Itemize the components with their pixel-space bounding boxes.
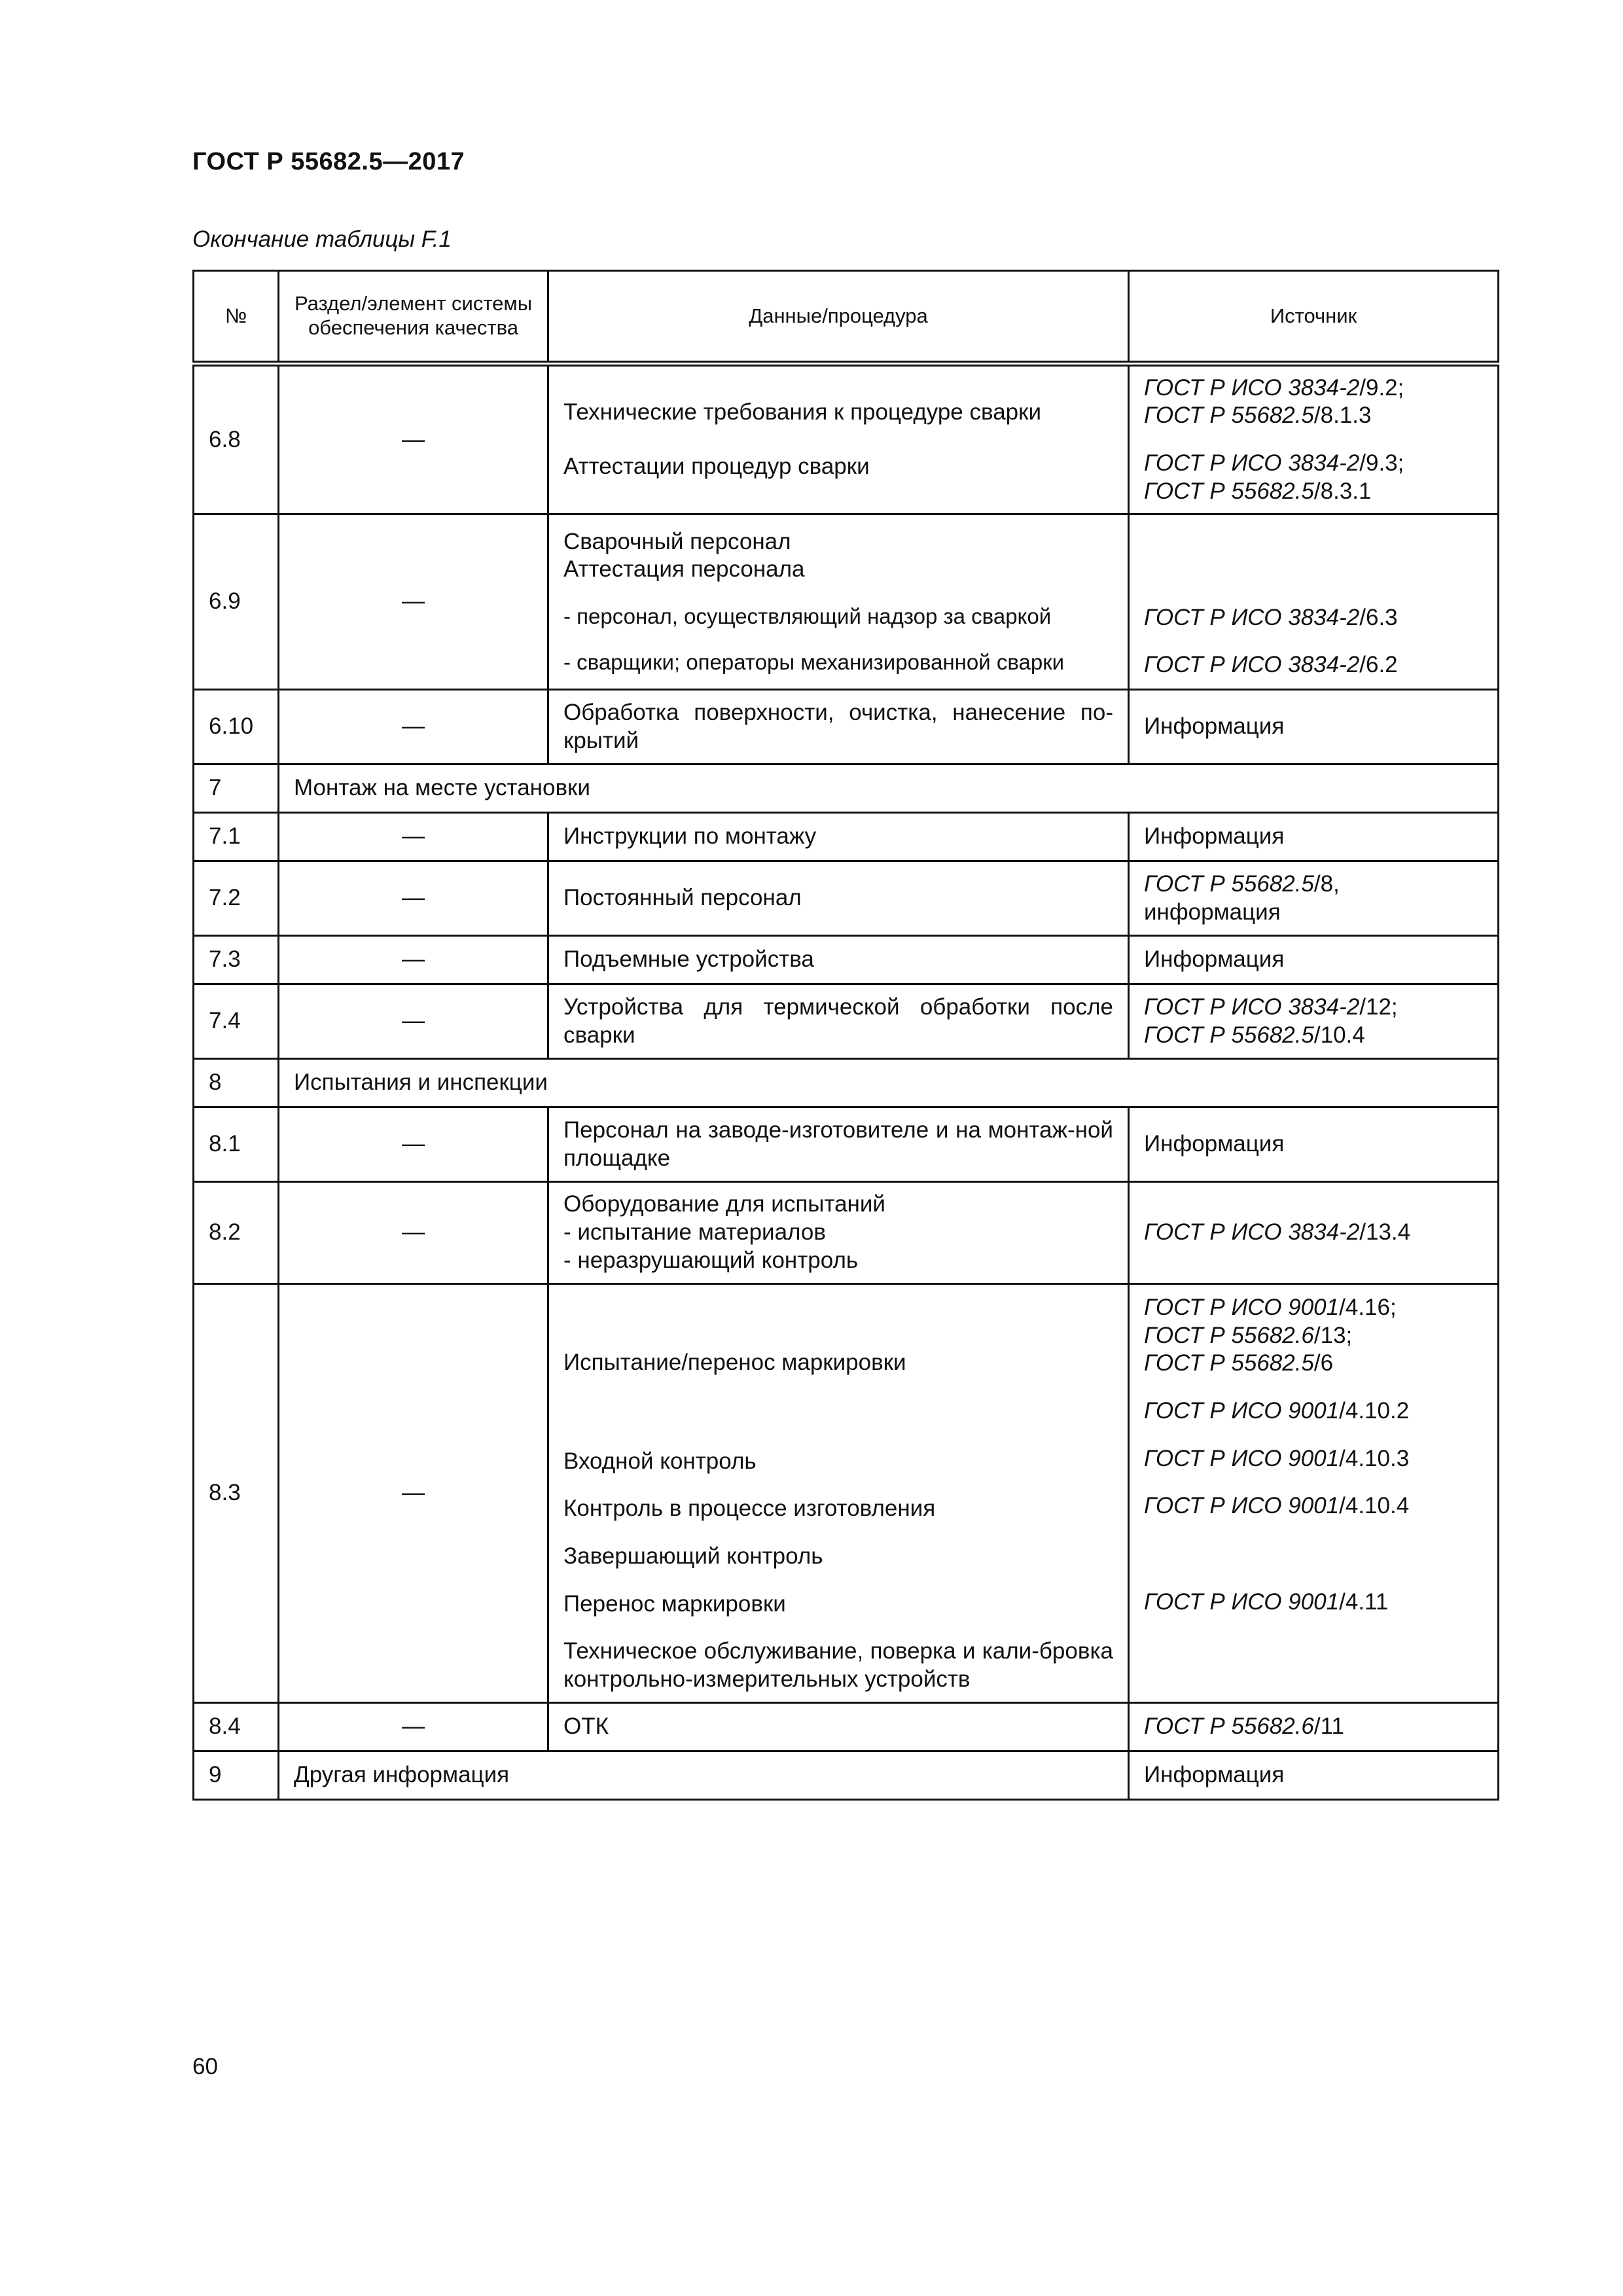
source-sec: /4.16; bbox=[1339, 1295, 1397, 1320]
row-procedure bbox=[548, 514, 1129, 690]
row-procedure bbox=[548, 364, 1129, 514]
source-sec: /4.10.3 bbox=[1339, 1445, 1410, 1471]
source-sec: /8, bbox=[1313, 870, 1340, 897]
row-procedure: Обработка поверхности, очистка, нанесение по-крытий bbox=[548, 690, 1129, 764]
source-sec: /8.1.3 bbox=[1313, 403, 1372, 429]
table-row bbox=[194, 690, 1499, 764]
section-title: Другая информация bbox=[279, 1751, 1129, 1800]
row-source bbox=[1129, 364, 1499, 514]
table-row bbox=[194, 514, 1499, 690]
source-sec: /13.4 bbox=[1359, 1219, 1411, 1246]
table-row bbox=[194, 1284, 1499, 1703]
table-caption: Окончание таблицы F.1 bbox=[192, 226, 452, 252]
procedure-line: - испытание материалов bbox=[563, 1219, 826, 1246]
procedure-line: Перенос маркировки bbox=[563, 1590, 786, 1617]
source-sec: /6.2 bbox=[1359, 652, 1398, 678]
table-section-row bbox=[194, 1751, 1499, 1800]
source-sec: /4.10.4 bbox=[1339, 1493, 1410, 1519]
table-section-row bbox=[194, 1059, 1499, 1107]
row-source bbox=[1129, 984, 1499, 1059]
row-source bbox=[1129, 1182, 1499, 1284]
source-ref bbox=[1144, 1219, 1483, 1247]
source-ref bbox=[1144, 478, 1483, 506]
row-procedure: Инструкции по монтажу bbox=[548, 813, 1129, 861]
source-doc: ГОСТ Р 55682.5 bbox=[1144, 870, 1314, 897]
source-sec: /6.3 bbox=[1359, 604, 1398, 630]
row-number: 7.4 bbox=[194, 984, 279, 1059]
source-sec: /12; bbox=[1359, 994, 1398, 1020]
table-row bbox=[194, 813, 1499, 861]
source-doc: ГОСТ Р 55682.6 bbox=[1144, 1713, 1314, 1740]
source-doc: ГОСТ Р 55682.5 bbox=[1144, 1022, 1314, 1048]
source-ref bbox=[1144, 1588, 1483, 1617]
procedure-line: Аттестация персонала bbox=[563, 556, 805, 583]
procedure-line: Сварочный персонал bbox=[563, 528, 791, 554]
source-doc: ГОСТ Р ИСО 3834-2 bbox=[1144, 450, 1360, 476]
source-sec: /8.3.1 bbox=[1313, 478, 1372, 504]
source-ref bbox=[1144, 870, 1483, 899]
source-ref bbox=[1144, 1294, 1483, 1322]
row-element: — bbox=[279, 1703, 548, 1751]
source-ref bbox=[1144, 1350, 1483, 1378]
page-number: 60 bbox=[192, 2054, 218, 2079]
source-ref bbox=[1144, 374, 1483, 403]
source-ref bbox=[1144, 1322, 1483, 1350]
source-doc: ГОСТ Р 55682.5 bbox=[1144, 403, 1314, 429]
source-ref bbox=[1144, 450, 1483, 478]
row-element: — bbox=[279, 1284, 548, 1703]
table-row bbox=[194, 984, 1499, 1059]
procedure-line: - персонал, осуществляющий надзор за сваркой bbox=[563, 603, 1052, 628]
row-element: — bbox=[279, 690, 548, 764]
source-ref bbox=[1144, 402, 1483, 430]
row-source: Информация bbox=[1129, 1107, 1499, 1182]
row-element: — bbox=[279, 514, 548, 690]
row-number: 8.3 bbox=[194, 1284, 279, 1703]
source-sec: /11 bbox=[1313, 1713, 1344, 1740]
row-number: 7 bbox=[194, 764, 279, 813]
row-source: Информация bbox=[1129, 813, 1499, 861]
source-sec: /9.3; bbox=[1359, 450, 1404, 476]
source-ref bbox=[1144, 651, 1483, 679]
row-source bbox=[1129, 514, 1499, 690]
source-doc: ГОСТ Р ИСО 3834-2 bbox=[1144, 374, 1360, 401]
col-header-element: Раздел/элемент системы обеспечения качества bbox=[279, 271, 548, 364]
row-number: 6.10 bbox=[194, 690, 279, 764]
procedure-line: Техническое обслуживание, поверка и кали-бровка контрольно-измерительных устройств bbox=[563, 1638, 1113, 1693]
procedure-line: Испытание/перенос маркировки bbox=[563, 1350, 906, 1375]
row-number: 8.4 bbox=[194, 1703, 279, 1751]
source-sec: /9.2; bbox=[1359, 374, 1404, 401]
row-number: 9 bbox=[194, 1751, 279, 1800]
row-element: — bbox=[279, 1182, 548, 1284]
row-procedure bbox=[548, 1182, 1129, 1284]
row-element: — bbox=[279, 984, 548, 1059]
row-element: — bbox=[279, 1107, 548, 1182]
source-doc: ГОСТ Р ИСО 3834-2 bbox=[1144, 994, 1360, 1020]
row-source: Информация bbox=[1129, 690, 1499, 764]
row-element: — bbox=[279, 936, 548, 984]
row-number: 6.8 bbox=[194, 364, 279, 514]
table-row bbox=[194, 1107, 1499, 1182]
row-number: 7.1 bbox=[194, 813, 279, 861]
col-header-procedure: Данные/процедура bbox=[548, 271, 1129, 364]
source-doc: ГОСТ Р ИСО 9001 bbox=[1144, 1295, 1340, 1320]
table-row bbox=[194, 936, 1499, 984]
source-doc: ГОСТ Р 55682.5 bbox=[1144, 1350, 1314, 1376]
source-ref bbox=[1144, 1492, 1483, 1520]
procedure-line: Завершающий контроль bbox=[563, 1543, 823, 1570]
table-row bbox=[194, 364, 1499, 514]
row-number: 6.9 bbox=[194, 514, 279, 690]
row-procedure: Подъемные устройства bbox=[548, 936, 1129, 984]
source-doc: ГОСТ Р ИСО 9001 bbox=[1144, 1493, 1340, 1519]
row-element: — bbox=[279, 364, 548, 514]
source-doc: ГОСТ Р ИСО 3834-2 bbox=[1144, 652, 1360, 678]
source-ref bbox=[1144, 994, 1483, 1022]
row-number: 8.2 bbox=[194, 1182, 279, 1284]
source-doc: ГОСТ Р ИСО 3834-2 bbox=[1144, 1219, 1360, 1246]
row-procedure: ОТК bbox=[548, 1703, 1129, 1751]
source-sec: /10.4 bbox=[1313, 1022, 1365, 1048]
source-doc: ГОСТ Р ИСО 9001 bbox=[1144, 1445, 1340, 1471]
source-extra: информация bbox=[1144, 899, 1281, 925]
row-element: — bbox=[279, 861, 548, 936]
procedure-line: - неразрушающий контроль bbox=[563, 1247, 859, 1273]
row-source bbox=[1129, 1284, 1499, 1703]
table-row bbox=[194, 861, 1499, 936]
source-doc: ГОСТ Р ИСО 3834-2 bbox=[1144, 604, 1360, 630]
source-doc: ГОСТ Р ИСО 9001 bbox=[1144, 1589, 1340, 1615]
row-procedure: Персонал на заводе-изготовителе и на монтаж-ной площадке bbox=[548, 1107, 1129, 1182]
row-number: 8 bbox=[194, 1059, 279, 1107]
row-procedure bbox=[548, 1284, 1129, 1703]
source-ref bbox=[1144, 1713, 1483, 1741]
procedure-line: - сварщики; операторы механизированной сварки bbox=[563, 650, 1065, 675]
col-header-source: Источник bbox=[1129, 271, 1499, 364]
row-procedure: Постоянный персонал bbox=[548, 861, 1129, 936]
table-section-row bbox=[194, 764, 1499, 813]
procedure-line: Технические требования к процедуре сварки bbox=[563, 399, 1041, 425]
source-sec: /13; bbox=[1313, 1322, 1353, 1348]
source-sec: /4.10.2 bbox=[1339, 1398, 1410, 1424]
source-ref bbox=[1144, 1397, 1483, 1426]
procedure-line: Оборудование для испытаний bbox=[563, 1191, 885, 1217]
section-title: Испытания и инспекции bbox=[279, 1059, 1499, 1107]
section-title: Монтаж на месте установки bbox=[279, 764, 1499, 813]
procedure-line: Входной контроль bbox=[563, 1448, 757, 1474]
procedure-line: Аттестации процедур сварки bbox=[563, 454, 870, 479]
row-source: Информация bbox=[1129, 1751, 1499, 1800]
row-number: 7.2 bbox=[194, 861, 279, 936]
table-row bbox=[194, 1703, 1499, 1751]
source-ref bbox=[1144, 1022, 1483, 1050]
source-ref bbox=[1144, 1445, 1483, 1473]
table-row bbox=[194, 1182, 1499, 1284]
document-code: ГОСТ Р 55682.5—2017 bbox=[192, 148, 465, 175]
col-header-number: № bbox=[194, 271, 279, 364]
source-sec: /4.11 bbox=[1339, 1589, 1389, 1615]
data-table bbox=[192, 270, 1499, 1801]
procedure-line: Контроль в процессе изготовления bbox=[563, 1496, 936, 1522]
row-element: — bbox=[279, 813, 548, 861]
row-procedure: Устройства для термической обработки после сварки bbox=[548, 984, 1129, 1059]
row-source: Информация bbox=[1129, 936, 1499, 984]
row-number: 8.1 bbox=[194, 1107, 279, 1182]
row-number: 7.3 bbox=[194, 936, 279, 984]
row-source bbox=[1129, 1703, 1499, 1751]
source-sec: /6 bbox=[1313, 1350, 1334, 1376]
source-doc: ГОСТ Р 55682.5 bbox=[1144, 478, 1314, 504]
source-ref bbox=[1144, 604, 1483, 632]
row-source bbox=[1129, 861, 1499, 936]
source-doc: ГОСТ Р ИСО 9001 bbox=[1144, 1398, 1340, 1424]
source-doc: ГОСТ Р 55682.6 bbox=[1144, 1322, 1314, 1348]
table-header-row bbox=[194, 271, 1499, 364]
